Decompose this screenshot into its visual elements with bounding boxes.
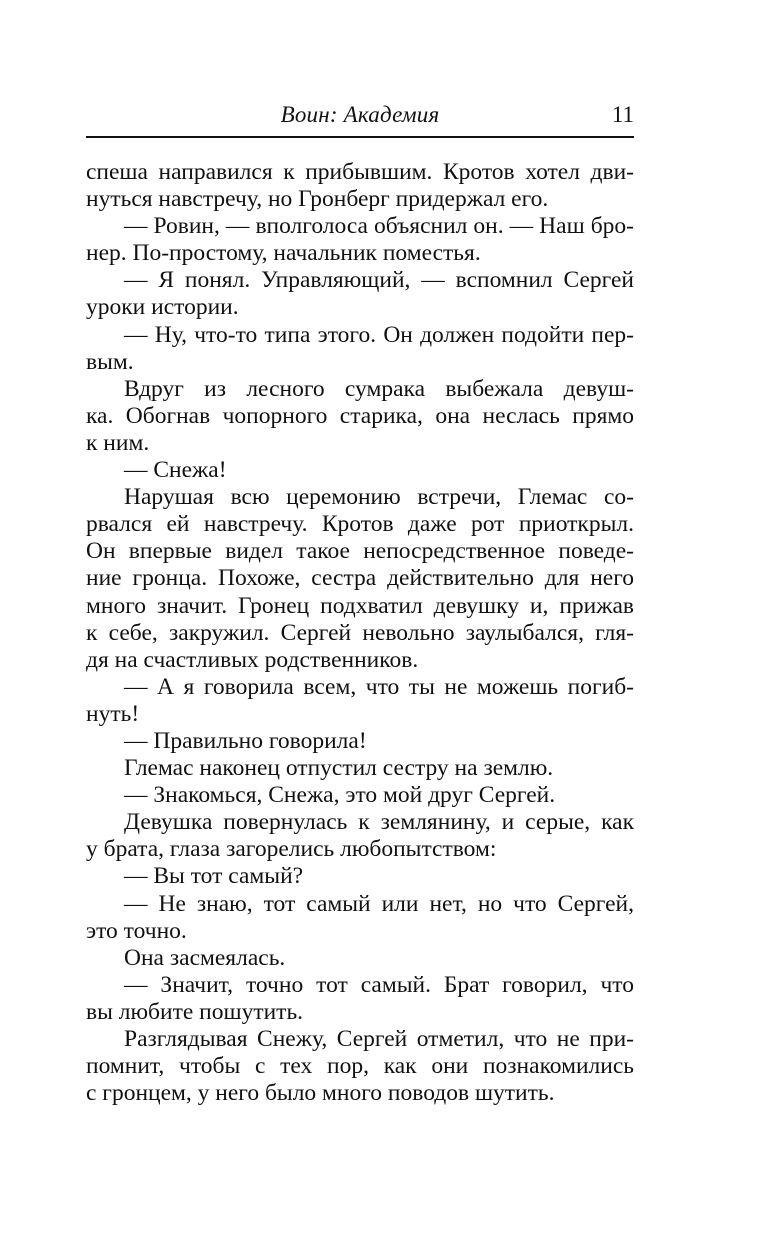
text-line: Девушка повернулась к землянину, и серые, как (124, 809, 634, 836)
text-line: к себе, закружил. Сергей невольно заулыбался, гля- (86, 619, 634, 646)
text-line: — Ну, что-то типа этого. Он должен подойти пер- (124, 321, 634, 348)
text-line: — Значит, точно тот самый. Брат говорил, что (124, 971, 634, 998)
text-line: рвался ей навстречу. Кротов даже рот приоткрыл. (86, 511, 634, 538)
text-line: это точно. (86, 917, 187, 944)
text-line: у брата, глаза загорелись любопытством: (86, 836, 497, 863)
text-line: — А я говорила всем, что ты не можешь погиб- (124, 673, 634, 700)
running-header (86, 100, 634, 134)
text-line: Разглядывая Снежу, Сергей отметил, что не при- (124, 1026, 634, 1052)
text-line: нуть! (86, 700, 140, 727)
text-line: дя на счастливых родственников. (86, 646, 419, 673)
text-line: Вдруг из лесного сумрака выбежала девуш- (124, 375, 634, 402)
text-line: вы любите пошутить. (86, 998, 304, 1025)
text-line: Она засмеялась. (124, 944, 286, 971)
text-line: спеша направился к прибывшим. Кротов хотел дви- (86, 159, 634, 185)
text-line: ние гронца. Похоже, сестра действительно для него (86, 565, 634, 592)
text-line: — Знакомься, Снежа, это мой друг Сергей. (124, 782, 556, 809)
text-line: — Снежа! (124, 457, 227, 484)
page-number: 11 (611, 102, 634, 127)
text-line: Глемас наконец отпустил сестру на землю. (124, 755, 554, 782)
running-title: Воин: Академия (280, 102, 440, 127)
text-line: к ним. (86, 429, 150, 456)
text-line: ка. Обогнав чопорного старика, она неслась прямо (86, 402, 634, 429)
text-line: помнит, чтобы с тех пор, как они познакомились (86, 1053, 634, 1080)
text-line: — Вы тот самый? (124, 863, 304, 890)
body-text (86, 159, 634, 1107)
text-line: Нарушая всю церемонию встречи, Глемас со- (124, 484, 634, 511)
text-line: нер. По-простому, начальник поместья. (86, 240, 481, 267)
text-line: — Я понял. Управляющий, — вспомнил Сергей (124, 267, 634, 294)
header-rule (86, 136, 634, 138)
text-line: — Не знаю, тот самый или нет, но что Сергей, (124, 890, 634, 917)
text-line: Он впервые видел такое непосредственное поведе- (86, 538, 634, 565)
text-line: — Правильно говорила! (124, 727, 367, 754)
text-line: много значит. Гронец подхватил девушку и, прижав (86, 592, 634, 619)
text-line: вым. (86, 348, 134, 375)
text-line: с гронцем, у него было много поводов шутить. (86, 1080, 555, 1107)
text-line: уроки истории. (86, 294, 239, 321)
text-line: — Ровин, — вполголоса объяснил он. — Наш бро- (124, 213, 634, 240)
text-line: нуться навстречу, но Гронберг придержал его. (86, 186, 549, 213)
